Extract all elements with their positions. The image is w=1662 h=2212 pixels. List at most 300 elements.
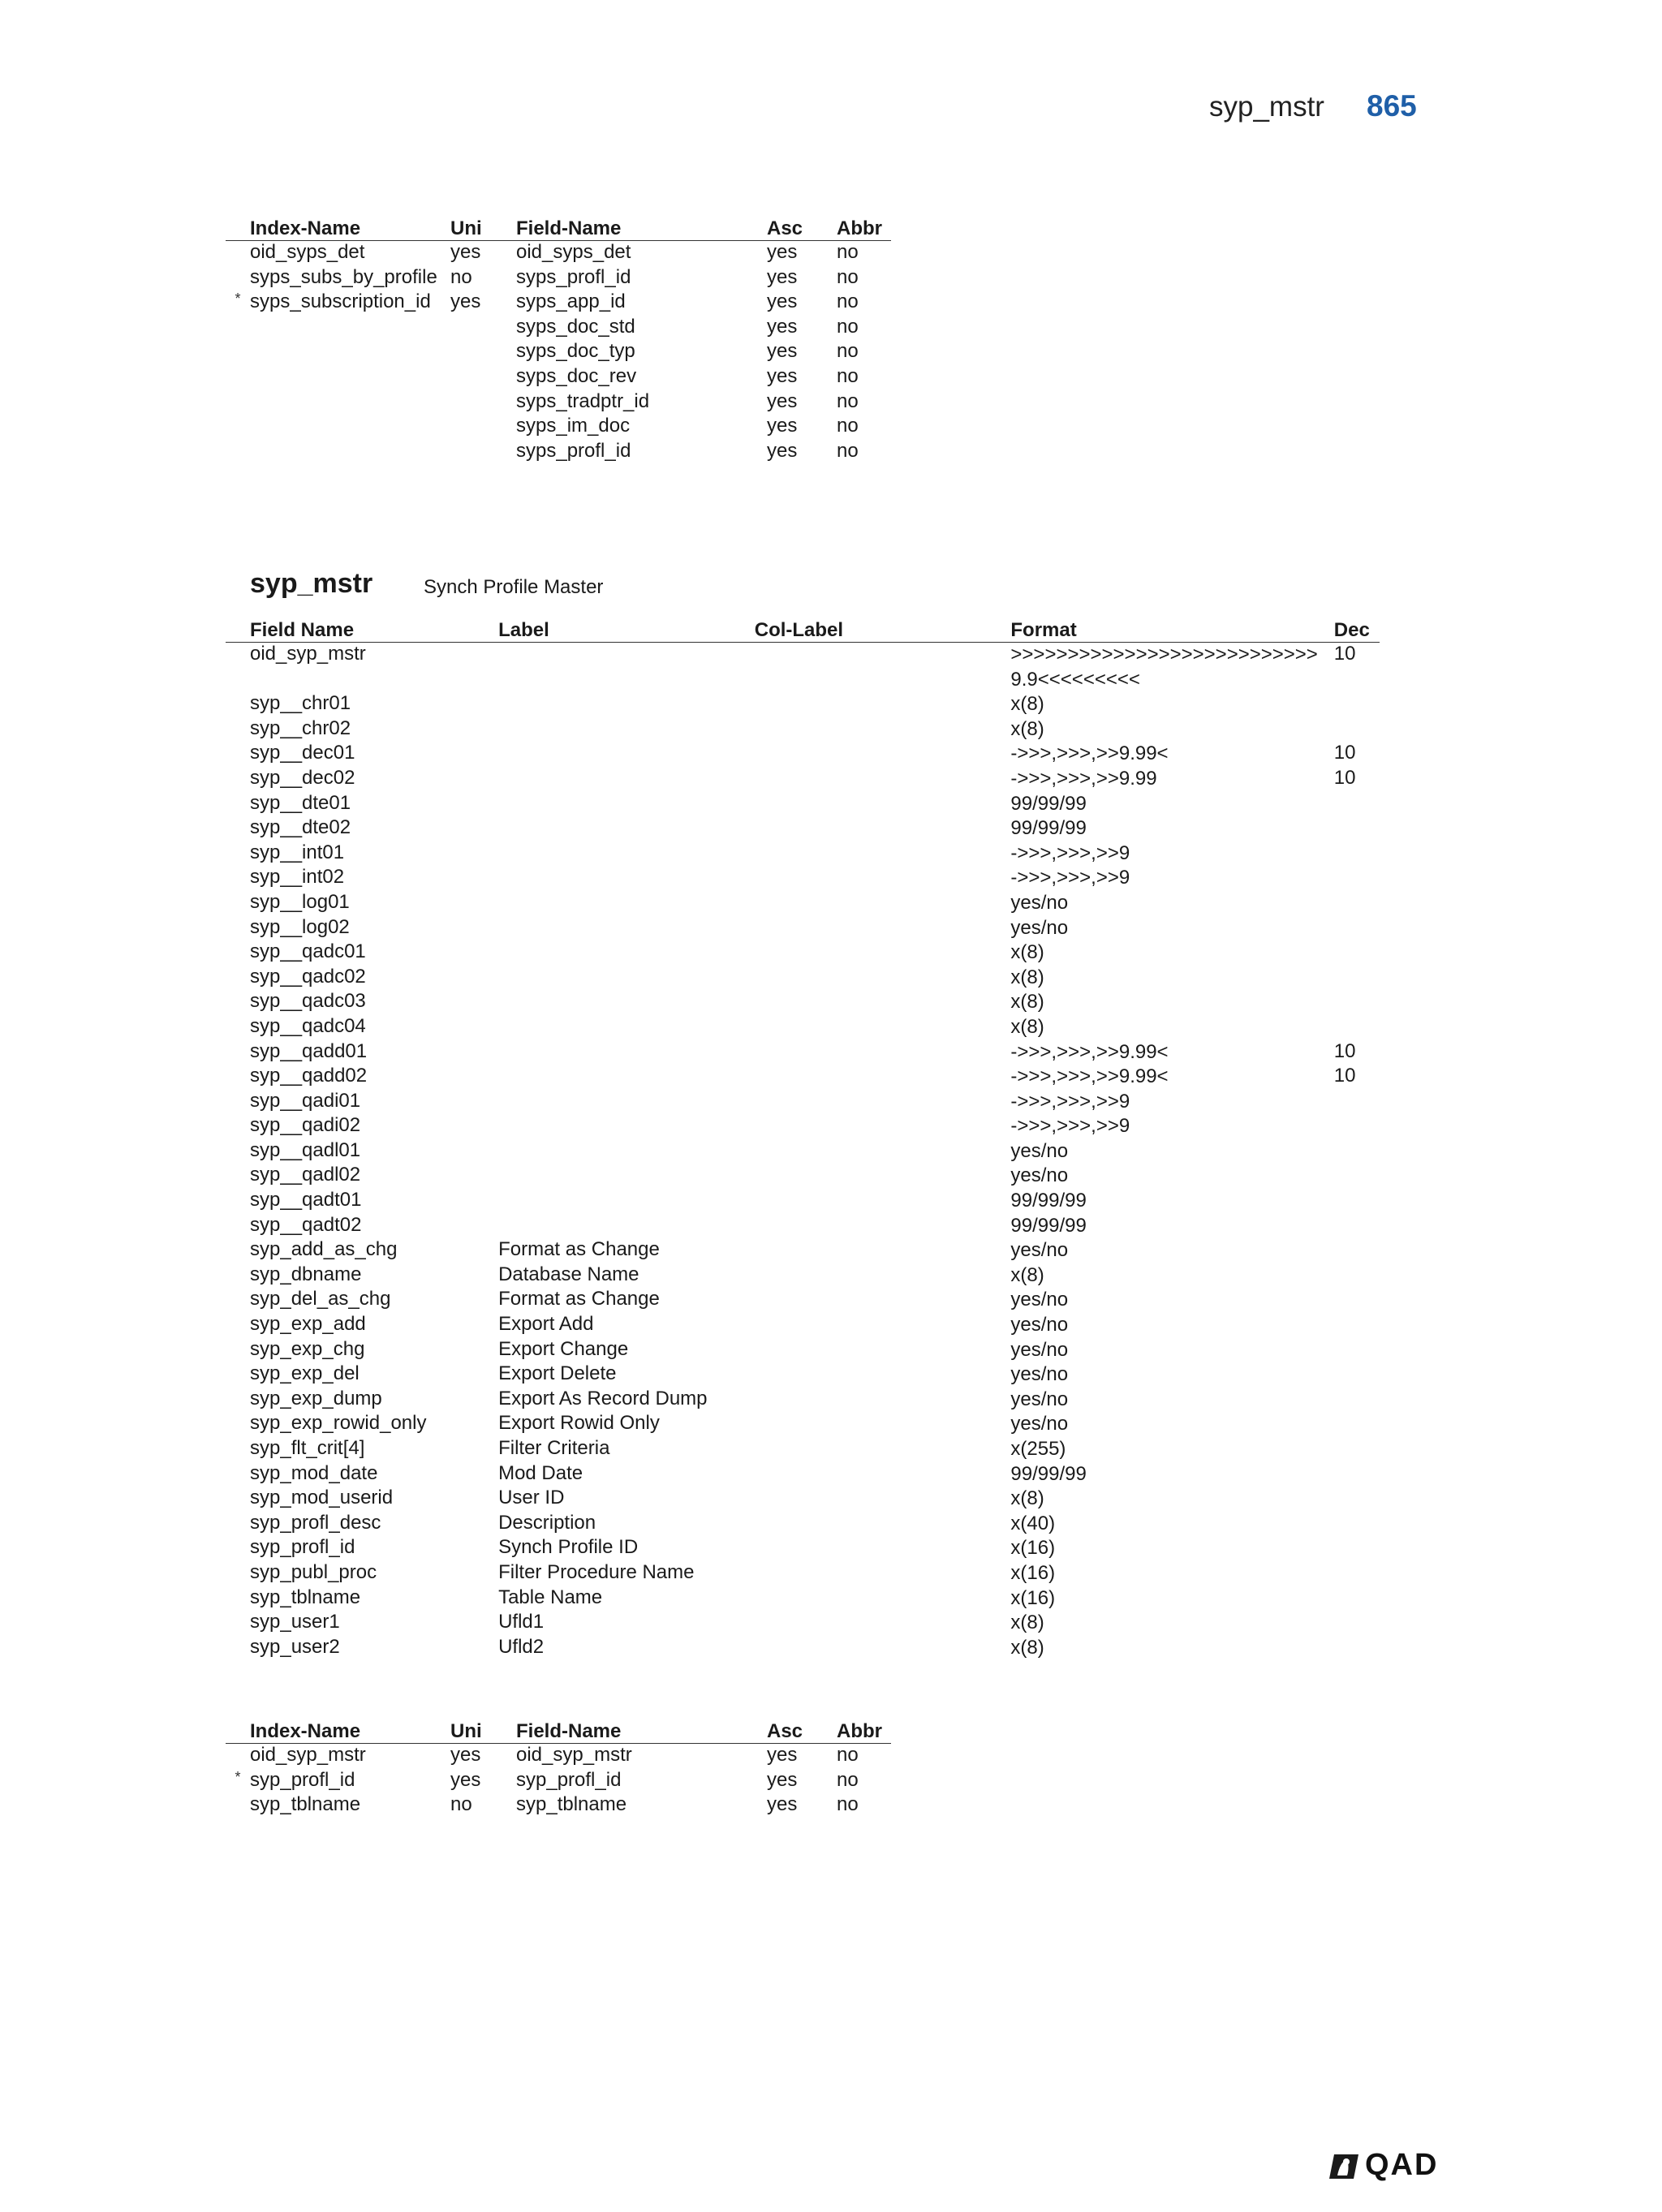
cell-col-label: [755, 966, 1011, 991]
table-row: [226, 692, 1380, 717]
cell-col-label: [755, 1189, 1011, 1214]
cell-field-name: syp_flt_crit[4]: [250, 1437, 365, 1459]
cell-format: x(255): [1010, 1438, 1066, 1460]
cell-format: yes/no: [1010, 1388, 1069, 1410]
cell-index: [250, 390, 450, 415]
cell-star: [226, 266, 250, 291]
table-row: [226, 643, 1380, 693]
cell-field: syp_profl_id: [516, 1768, 622, 1791]
table-row: [226, 1561, 1380, 1586]
cell-format: x(16): [1010, 1537, 1056, 1560]
table-row: [226, 1487, 1380, 1512]
cell-field: syps_doc_typ: [516, 340, 635, 363]
header-field-name: Field-Name: [516, 217, 622, 239]
cell-label: Export Change: [498, 1337, 629, 1360]
cell-col-label: [755, 1636, 1011, 1661]
cell-format: ->>>,>>>,>>9: [1010, 867, 1130, 889]
cell-col-label: [755, 816, 1011, 841]
cell-dec: 10: [1333, 1039, 1356, 1062]
table-row: [226, 1263, 1380, 1289]
cell-format: ->>>,>>>,>>9.99<: [1010, 1065, 1169, 1088]
cell-format: 99/99/99: [1010, 1462, 1087, 1485]
cell-field-name: syp_user1: [250, 1611, 340, 1633]
cell-label: [498, 717, 755, 742]
table-row: [226, 742, 1380, 767]
cell-uni: yes: [450, 1744, 481, 1766]
cell-field-name: syp__dte01: [250, 791, 351, 814]
cell-field-name: syp__qadl01: [250, 1138, 361, 1161]
cell-dec: [1334, 1512, 1380, 1537]
table-row: [226, 1388, 1380, 1413]
cell-col-label: [755, 742, 1011, 767]
cell-format: yes/no: [1010, 1239, 1069, 1262]
cell-label: Format as Change: [498, 1238, 660, 1261]
cell-label: [498, 767, 755, 792]
cell-label: [498, 792, 755, 817]
cell-asc: yes: [767, 1768, 798, 1791]
cell-col-label: [755, 692, 1011, 717]
cell-index: [250, 440, 450, 465]
cell-format: ->>>,>>>,>>9.99<: [1010, 742, 1169, 765]
cell-format: ->>>,>>>,>>9.99<: [1010, 1040, 1169, 1063]
cell-field: oid_syp_mstr: [516, 1744, 632, 1766]
cell-label: Format as Change: [498, 1288, 660, 1310]
header-index-name: Index-Name: [250, 217, 361, 239]
cell-dec: [1334, 1586, 1380, 1612]
cell-dec: [1334, 1338, 1380, 1363]
cell-field-name: syp_user2: [250, 1635, 340, 1658]
table-row: [226, 340, 891, 365]
cell-label: Ufld1: [498, 1611, 545, 1633]
cell-dec: [1334, 891, 1380, 916]
cell-dec: [1334, 692, 1380, 717]
cell-star: [226, 1793, 250, 1818]
cell-uni: [450, 340, 516, 365]
cell-format: yes/no: [1010, 1338, 1069, 1361]
cell-label: [498, 643, 755, 693]
cell-index: [250, 365, 450, 390]
cell-col-label: [755, 767, 1011, 792]
cell-format: x(8): [1010, 1263, 1044, 1286]
index-table-2: [226, 1715, 891, 1818]
cell-abbr: no: [837, 290, 859, 313]
table-row: [226, 1744, 891, 1769]
header-asc: Asc: [767, 217, 803, 239]
cell-field-name: syp_mod_date: [250, 1461, 378, 1484]
cell-field-name: syp__qadl02: [250, 1164, 361, 1186]
cell-field-name: syp__chr02: [250, 717, 351, 739]
cell-star: [226, 1744, 250, 1769]
cell-col-label: [755, 1437, 1011, 1462]
cell-label: [498, 1065, 755, 1090]
cell-label: Ufld2: [498, 1635, 545, 1658]
cell-format: x(8): [1010, 991, 1044, 1013]
cell-field-name: syp_add_as_chg: [250, 1238, 398, 1261]
cell-col-label: [755, 1512, 1011, 1537]
cell-uni: no: [450, 1793, 472, 1816]
cell-uni: [450, 440, 516, 465]
cell-label: Database Name: [498, 1263, 639, 1285]
cell-col-label: [755, 1611, 1011, 1636]
header-uni: Uni: [450, 217, 482, 239]
cell-field-name: syp_dbname: [250, 1263, 362, 1285]
table-row: [226, 1437, 1380, 1462]
cell-label: [498, 742, 755, 767]
cell-format: 99/99/99: [1010, 817, 1087, 840]
cell-label: Mod Date: [498, 1461, 583, 1484]
cell-dec: [1334, 1214, 1380, 1239]
cell-col-label: [755, 1040, 1011, 1065]
cell-field: syps_doc_std: [516, 315, 635, 338]
table-row: [226, 365, 891, 390]
cell-field: syps_im_doc: [516, 415, 631, 437]
table-row: [226, 792, 1380, 817]
cell-format: x(8): [1010, 941, 1044, 964]
cell-col-label: [755, 1164, 1011, 1189]
cell-col-label: [755, 1462, 1011, 1487]
table-row: [226, 1536, 1380, 1561]
cell-col-label: [755, 841, 1011, 867]
table-row: [226, 440, 891, 465]
cell-dec: [1334, 1611, 1380, 1636]
cell-dec: [1334, 1288, 1380, 1313]
cell-field: syp_tblname: [516, 1793, 627, 1816]
cell-field-name: syp__dec01: [250, 742, 355, 764]
cell-star: [226, 316, 250, 341]
cell-field-name: syp_exp_rowid_only: [250, 1412, 427, 1435]
table-row: [226, 1114, 1380, 1139]
cell-uni: [450, 390, 516, 415]
cell-abbr: no: [837, 439, 859, 462]
cell-field-name: syp_publ_proc: [250, 1560, 377, 1583]
table-row: [226, 891, 1380, 916]
cell-format: yes/no: [1010, 1289, 1069, 1311]
cell-label: Export Rowid Only: [498, 1412, 660, 1435]
cell-dec: [1334, 1313, 1380, 1338]
cell-dec: [1334, 1114, 1380, 1139]
cell-format: x(8): [1010, 1487, 1044, 1510]
cell-dec: [1334, 916, 1380, 941]
cell-format: x(8): [1010, 1636, 1044, 1659]
cell-format: x(8): [1010, 717, 1044, 740]
cell-star: [226, 440, 250, 465]
cell-label: Export Delete: [498, 1362, 617, 1385]
cell-col-label: [755, 1362, 1011, 1388]
cell-field-name: syp_exp_add: [250, 1313, 366, 1336]
table-row: [226, 1040, 1380, 1065]
cell-dec: [1334, 1412, 1380, 1437]
cell-field-name: oid_syp_mstr: [250, 643, 366, 665]
cell-col-label: [755, 1388, 1011, 1413]
cell-dec: [1334, 966, 1380, 991]
cell-col-label: [755, 1065, 1011, 1090]
cell-dec: [1334, 1189, 1380, 1214]
cell-dec: [1334, 990, 1380, 1015]
cell-dec: [1334, 1636, 1380, 1661]
cell-format: yes/no: [1010, 1139, 1069, 1162]
header-index-name: Index-Name: [250, 1720, 361, 1742]
cell-format: ->>>,>>>,>>9: [1010, 841, 1130, 864]
cell-star: [226, 340, 250, 365]
table-row: [226, 266, 891, 291]
cell-field-name: syp__qadc02: [250, 965, 366, 988]
cell-abbr: no: [837, 241, 859, 263]
cell-format: yes/no: [1010, 1164, 1069, 1187]
cell-label: [498, 1189, 755, 1214]
cell-field-name: syp__qadc01: [250, 940, 366, 963]
table-row: [226, 1015, 1380, 1040]
header-uni: Uni: [450, 1720, 482, 1742]
qad-logo-icon: [1328, 2151, 1360, 2180]
cell-field-name: syp__qadi02: [250, 1114, 361, 1137]
cell-asc: yes: [767, 1744, 798, 1766]
cell-label: [498, 866, 755, 891]
cell-label: [498, 1015, 755, 1040]
table-row: [226, 1586, 1380, 1612]
cell-field: syps_profl_id: [516, 439, 631, 462]
cell-format: 99/99/99: [1010, 1214, 1087, 1237]
cell-dec: 10: [1333, 643, 1356, 665]
cell-label: Synch Profile ID: [498, 1536, 639, 1559]
table-row: [226, 1065, 1380, 1090]
cell-dec: [1334, 1015, 1380, 1040]
table-row: [226, 1090, 1380, 1115]
page-header-title: syp_mstr: [1209, 91, 1324, 123]
table-row: [226, 816, 1380, 841]
cell-dec: [1334, 1561, 1380, 1586]
header-format: Format: [1010, 619, 1077, 641]
cell-dec: [1334, 717, 1380, 742]
cell-uni: [450, 415, 516, 440]
cell-dec: [1334, 940, 1380, 966]
cell-format: 99/99/99: [1010, 792, 1087, 815]
cell-label: [498, 1164, 755, 1189]
table-row: [226, 717, 1380, 742]
cell-asc: yes: [767, 241, 798, 263]
cell-field-name: syp__qadt01: [250, 1189, 362, 1211]
header-dec: Dec: [1333, 619, 1370, 641]
table-row: [226, 1412, 1380, 1437]
field-table: [226, 614, 1380, 1660]
table-row: [226, 1769, 891, 1794]
cell-label: [498, 966, 755, 991]
cell-label: [498, 841, 755, 867]
cell-label: [498, 1114, 755, 1139]
table-row: [226, 1512, 1380, 1537]
cell-asc: yes: [767, 265, 798, 288]
cell-star: [226, 241, 250, 266]
cell-field-name: syp__qadd01: [250, 1039, 368, 1062]
cell-format: >>>>>>>>>>>>>>>>>>>>>>>>>>>9.9<<<<<<<<<: [1010, 643, 1318, 691]
qad-logo: [1328, 2148, 1438, 2183]
cell-label: [498, 916, 755, 941]
cell-format: x(40): [1010, 1512, 1056, 1534]
cell-format: yes/no: [1010, 1363, 1069, 1386]
cell-col-label: [755, 1412, 1011, 1437]
table-row: [226, 841, 1380, 867]
cell-label: [498, 891, 755, 916]
cell-label: [498, 940, 755, 966]
cell-field-name: syp__qadc04: [250, 1014, 366, 1037]
cell-format: 99/99/99: [1010, 1190, 1087, 1212]
cell-col-label: [755, 1263, 1011, 1289]
cell-dec: [1334, 1388, 1380, 1413]
cell-asc: yes: [767, 389, 798, 412]
cell-index: syps_subscription_id: [250, 290, 431, 313]
cell-abbr: no: [837, 364, 859, 387]
cell-field-name: syp_del_as_chg: [250, 1288, 391, 1310]
cell-abbr: no: [837, 415, 859, 437]
header-col-label: Col-Label: [754, 619, 844, 641]
table-row: [226, 1636, 1380, 1661]
cell-dec: [1334, 1362, 1380, 1388]
index-table-header: [226, 1715, 891, 1744]
cell-uni: yes: [450, 241, 481, 263]
table-row: [226, 390, 891, 415]
cell-field-name: syp__dte02: [250, 816, 351, 839]
cell-field-name: syp__dec02: [250, 766, 355, 789]
cell-col-label: [755, 1586, 1011, 1612]
header-star: [226, 213, 250, 241]
cell-asc: yes: [767, 1793, 798, 1816]
cell-format: x(8): [1010, 1015, 1044, 1038]
cell-format: x(16): [1010, 1561, 1056, 1584]
cell-star: *: [235, 1768, 241, 1785]
cell-field-name: syp__qadi01: [250, 1089, 361, 1112]
cell-index: syps_subs_by_profile: [250, 265, 437, 288]
cell-dec: [1334, 1536, 1380, 1561]
cell-field-name: syp__qadd02: [250, 1065, 368, 1087]
table-row: [226, 1793, 891, 1818]
cell-field: syps_app_id: [516, 290, 626, 313]
cell-format: x(8): [1010, 693, 1044, 716]
table-row: [226, 990, 1380, 1015]
cell-star: [226, 365, 250, 390]
header-abbr: Abbr: [837, 217, 882, 239]
cell-label: Filter Criteria: [498, 1437, 610, 1459]
header-star: [226, 1715, 250, 1744]
table-row: [226, 1338, 1380, 1363]
cell-asc: yes: [767, 364, 798, 387]
cell-dec: [1334, 866, 1380, 891]
table-row: [226, 1288, 1380, 1313]
table-row: [226, 415, 891, 440]
cell-field-name: syp__qadc03: [250, 990, 366, 1013]
cell-dec: [1334, 816, 1380, 841]
cell-field: syps_tradptr_id: [516, 389, 650, 412]
cell-asc: yes: [767, 415, 798, 437]
header-asc: Asc: [767, 1720, 803, 1742]
cell-index: [250, 316, 450, 341]
cell-label: Description: [498, 1511, 596, 1534]
table-row: [226, 1313, 1380, 1338]
cell-index: [250, 415, 450, 440]
cell-field: syps_profl_id: [516, 265, 631, 288]
cell-dec: [1334, 1139, 1380, 1164]
cell-col-label: [755, 1487, 1011, 1512]
cell-abbr: no: [837, 265, 859, 288]
cell-abbr: no: [837, 389, 859, 412]
cell-asc: yes: [767, 340, 798, 363]
cell-col-label: [755, 1536, 1011, 1561]
cell-field-name: syp_profl_id: [250, 1536, 355, 1559]
section-description: Synch Profile Master: [424, 576, 604, 598]
cell-field-name: syp_exp_del: [250, 1362, 360, 1385]
cell-index: [250, 340, 450, 365]
cell-label: Export Add: [498, 1313, 594, 1336]
cell-format: yes/no: [1010, 891, 1069, 914]
cell-field: syps_doc_rev: [516, 364, 637, 387]
table-row: [226, 940, 1380, 966]
header-abbr: Abbr: [837, 1720, 882, 1742]
cell-field-name: syp__int02: [250, 866, 345, 889]
cell-dec: 10: [1333, 766, 1356, 789]
cell-label: User ID: [498, 1487, 565, 1509]
cell-format: x(16): [1010, 1586, 1056, 1609]
cell-dec: [1334, 1238, 1380, 1263]
table-row: [226, 966, 1380, 991]
table-row: [226, 1362, 1380, 1388]
cell-format: x(8): [1010, 966, 1044, 988]
cell-abbr: no: [837, 1793, 859, 1816]
cell-col-label: [755, 1313, 1011, 1338]
cell-uni: [450, 316, 516, 341]
cell-format: ->>>,>>>,>>9.99: [1010, 767, 1157, 790]
cell-format: ->>>,>>>,>>9: [1010, 1090, 1130, 1112]
cell-col-label: [755, 1288, 1011, 1313]
cell-label: Export As Record Dump: [498, 1387, 708, 1409]
cell-dec: 10: [1333, 742, 1356, 764]
section-title: syp_mstr: [250, 568, 373, 599]
cell-abbr: no: [837, 1744, 859, 1766]
cell-index: syp_tblname: [250, 1793, 361, 1816]
cell-uni: [450, 365, 516, 390]
table-row: [226, 1214, 1380, 1239]
cell-dec: [1334, 841, 1380, 867]
cell-col-label: [755, 1090, 1011, 1115]
cell-label: Filter Procedure Name: [498, 1560, 695, 1583]
cell-format: ->>>,>>>,>>9: [1010, 1115, 1130, 1138]
table-row: [226, 1189, 1380, 1214]
cell-col-label: [755, 1015, 1011, 1040]
cell-star: [226, 415, 250, 440]
cell-format: yes/no: [1010, 916, 1069, 939]
table-row: [226, 316, 891, 341]
table-row: [226, 1462, 1380, 1487]
cell-field-name: syp__chr01: [250, 692, 351, 715]
cell-col-label: [755, 940, 1011, 966]
cell-col-label: [755, 792, 1011, 817]
cell-field-name: syp_exp_dump: [250, 1387, 382, 1409]
index-table-header: [226, 213, 891, 241]
cell-dec: [1334, 1462, 1380, 1487]
cell-label: [498, 1040, 755, 1065]
cell-field-name: syp__log01: [250, 890, 350, 913]
cell-abbr: no: [837, 340, 859, 363]
cell-asc: yes: [767, 290, 798, 313]
header-label: Label: [498, 619, 549, 641]
cell-index: syp_profl_id: [250, 1768, 355, 1791]
cell-label: [498, 1214, 755, 1239]
cell-index: oid_syps_det: [250, 241, 365, 263]
cell-uni: yes: [450, 1768, 481, 1791]
cell-uni: no: [450, 265, 472, 288]
cell-col-label: [755, 1139, 1011, 1164]
cell-col-label: [755, 990, 1011, 1015]
cell-field-name: syp_profl_desc: [250, 1511, 381, 1534]
table-row: [226, 767, 1380, 792]
cell-field-name: syp_tblname: [250, 1586, 361, 1608]
